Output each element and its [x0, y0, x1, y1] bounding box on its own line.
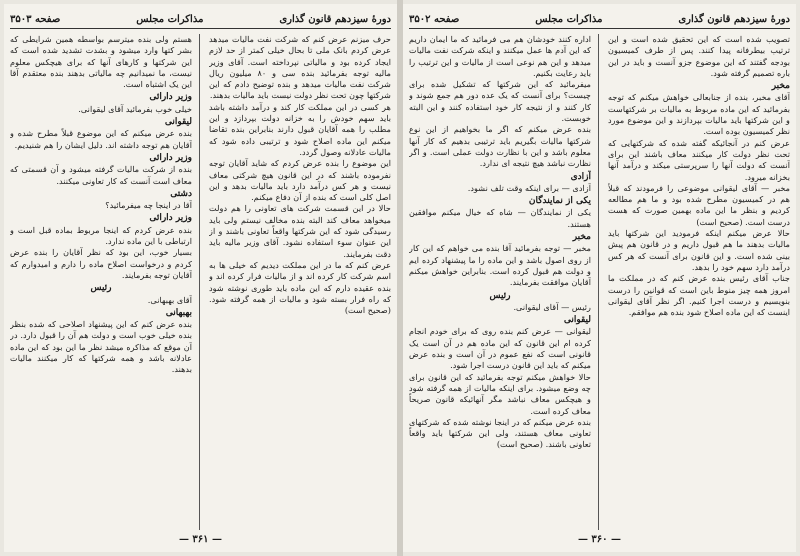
paragraph: بنده از شرکت مالیات گرفته میشود و آن قسمتی که معاف است آنست که کار تعاونی میکنند. [10, 164, 192, 186]
paragraph: آقا در اینجا چه میفرمائید؟ [105, 200, 192, 211]
paragraph: میفرمائید که این شرکتها که تشکیل شده برای چیست؟ برای آنست که یک عده دور هم جمع شوند و کار کنند و از نتیجه کار خود استفاده کنند و این البته خوبست. [409, 79, 591, 124]
paragraph: عرض کنم در آنجائیکه گفته شده که شرکتهایی که تحت نظر دولت کار میکنند معاف باشند این برای آنست که دولت آنها را سرپرستی میکند و درآمد آنها بخزانه میرود. [608, 137, 790, 182]
speaker-tag: مخبر [572, 232, 591, 243]
paragraph: مخبر — آقای لیقوانی موضوعی را فرمودند که قبلاً هم در کمیسیون مطرح شده بود و ما هم مطالعه کردیم و بنظر ما این ماده بهمین صورت که هست درست است. (صحیح است) [608, 182, 790, 227]
paragraph: این موضوع را بنده عرض کردم که شاید آقایان توجه نفرموده باشند که در این قانون هیچ شرکتی معاف نیست و هر کس درآمد دارد باید مالیات بدهد و این اصل کلی است که بنده از آن دفاع میکنم. [209, 158, 391, 203]
paragraph: آقای مخبر، بنده از جنابعالی خواهش میکنم که توجه بفرمائید که این ماده مربوط به مالیات بر شرکتهاست و این شرکتها باید مالیات بپردازند و این موضوع مورد نظر کمیسیون بوده است. [608, 92, 790, 137]
speaker-tag: لیقوانی [563, 315, 591, 326]
paragraph: بسیار خوب، این بود که نظر آقایان را بنده عرض کردم و درخواست اصلاح ماده را دارم و امیدوارم که آقایان توجه بفرمایند. [10, 247, 192, 280]
left-page-header [10, 10, 391, 29]
paragraph: رئیس — آقای لیقوانی. [513, 301, 591, 312]
speaker-tag: وزیر دارائی [149, 152, 192, 163]
paragraph: آزادی — برای اینکه وقت تلف نشود. [467, 182, 591, 193]
right-header-page-number: صفحه ۳۵۰۲ [409, 13, 460, 25]
left-page-footer: — ۳۶۱ — [178, 534, 223, 545]
right-page-right-column [608, 34, 790, 530]
speaker-tag: یکی از نمایندگان [528, 196, 591, 207]
paragraph: حرف میزنم عرض کنم که شرکت نفت مالیات میدهد عرض کردم بانک ملی تا بحال خیلی کمتر از حد لازم ایجاد کرده بود و مالیاتی نپرداخته است. آقای وزیر مالیه توجه بفرمائید بنده سی و ۸۰ میلیون ریال شرکت نفت مالیات میدهد و بنده توضیح دادم که این شرکتها چون تحت نظر دولت نیست باید مالیات بدهند. [209, 34, 391, 101]
paragraph: عرض کنم که ما در این مملکت دیدیم که خیلی ها به اسم شرکت کار کرده اند و از مالیات فرار کرده اند و بنده عقیده دارم که این ماده باید طوری نوشته شود که راه فرار بسته شود و مالیات از همه گرفته شود. (صحیح است) [209, 259, 391, 316]
left-page-columns [10, 34, 391, 530]
paragraph: اداره کنند خودشان هم می فرمائید که ما ایمان داریم که این آدم ها عمل میکنند و اینکه شرکت نفت مالیات میدهد و این هم نوعی است از مالیات و این ترتیب را باید رعایت بکنیم. [409, 34, 591, 78]
right-header-session: دورهٔ سیزدهم قانون گذاری [678, 13, 790, 25]
paragraph: بنده عرض میکنم که در اینجا نوشته شده که شرکتهای تعاونی معاف هستند، ولی این شرکتها باید واقعاً تعاونی باشند. (صحیح است) [409, 416, 591, 450]
column-divider [199, 34, 200, 530]
paragraph: تصویب شده است که این تحقیق شده است و این ترتیب بیطرفانه پیدا کنند. پس از طرف کمیسیون بودجه گفتند که این موضوع جزو آنست و باید در این باره تصمیم گرفته شود. [608, 34, 790, 78]
speaker-tag: آزادی [570, 171, 591, 182]
speaker-tag: وزیر دارائی [149, 92, 192, 103]
paragraph: حالا عرض میکنم اینکه فرمودید این شرکتها باید مالیات بدهند ما هم قبول داریم و در قانون هم پیش بینی شده است. و این قانون برای آنست که هر کس درآمد دارد سهم خود را بدهد. [608, 228, 790, 272]
right-page-columns [409, 34, 790, 530]
speaker-tag: رئیس [489, 290, 511, 301]
left-page-left-column [10, 34, 192, 530]
paragraph: آقای بهبهانی. [147, 294, 192, 305]
right-page-footer: — ۳۶۰ — [577, 534, 622, 545]
left-header-title: مذاکرات مجلس [136, 13, 204, 25]
left-header-session: دورهٔ سیزدهم قانون گذاری [279, 13, 391, 25]
speaker-tag: بهبهانی [165, 307, 192, 318]
right-page [403, 4, 796, 552]
paragraph: جناب آقای رئیس بنده عرض کنم که در مملکت ما امروز همه چیز منوط باین است که قوانین را درست بنویسیم و درست اجرا کنیم. اگر نظر آقای لیقوانی اینست که این ماده اصلاح شود بنده هم موافقم. [608, 273, 790, 318]
paragraph: بنده عرض میکنم که این موضوع قبلاً مطرح شده و آقایان هم توجه داشته اند. دلیل ایشان را هم شنیدیم. [10, 128, 192, 150]
paragraph: یکی از نمایندگان — شاه که خیال میکنم موافقین هستند. [409, 207, 591, 229]
left-page [4, 4, 397, 552]
right-page-left-column [409, 34, 591, 530]
right-header-title: مذاکرات مجلس [535, 13, 603, 25]
paragraph: هستم ولی بنده میترسم بواسطه همین شرایطی که بشر کتها وارد میشود و بشدت تشدید شده است که این شرکتها و کارهای آنها که برای هیچکس معلوم نیست، ما نمیدانیم چه مالیاتی بدهند بنده معتقدم آقا این یک اشتباه است. [10, 34, 192, 90]
paragraph: مخبر — توجه بفرمائید آقا بنده می خواهم که این کار از روی اصول باشد و این ماده را ما پیشنهاد کرده ایم و دولت هم قبول کرده است. بنابراین خواهش میکنم آقایان موافقت بفرمایند. [409, 243, 591, 288]
speaker-tag: دشتی [170, 188, 192, 199]
speaker-tag: رئیس [90, 283, 112, 294]
speaker-tag: مخبر [771, 81, 790, 92]
speaker-tag: لیقوانی [164, 117, 192, 128]
paragraph: هر کسی در این مملکت کار کند و درآمد داشته باشد باید سهم خودش را به خزانه دولت بپردازد و این مطلب را همه آقایان قبول دارند بنابراین بنده تقاضا میکنم این ماده اصلاح شود و ترتیبی داده شود که مالیات عادلانه وصول گردد. [209, 101, 391, 157]
paragraph: بنده عرض کنم که این پیشنهاد اصلاحی که شده بنظر بنده خیلی خوب است و دولت هم آن را قبول دارد. در آن موقع که مذاکره میشد نظر ما این بود که این ماده عادلانه باشد و همه شرکتها که کار میکنند مالیات بدهند. [10, 319, 192, 375]
paragraph: حالا در این قسمت شرکت های تعاونی را هم دولت میخواهد معاف کند البته بنده مخالف نیستم ولی باید رسیدگی شود که این شرکتها واقعاً تعاونی باشند و از این عنوان سوء استفاده نشود. آقای وزیر مالیه باید دقت بفرمایند. [209, 203, 391, 259]
left-header-page-number: صفحه ۳۵۰۳ [10, 13, 61, 25]
paragraph: خیلی خوب بفرمائید آقای لیقوانی. [78, 103, 192, 114]
speaker-tag: وزیر دارائی [149, 213, 192, 224]
paragraph: بنده عرض میکنم که اگر ما بخواهیم از این نوع شرکتها مالیات بگیریم باید ترتیبی بدهیم که کار آنها معلوم باشد و این با نظارت دولت عملی است. و اگر نظارت نباشد هیچ نتیجه ای ندارد. [409, 124, 591, 169]
paragraph: لیقوانی — عرض کنم بنده روی که برای خودم انجام کرده ام این قانون که این ماده هم در آن است یک قانونی است که نفع عموم در آن است و بنده عرض میکنم که باید این قانون درست اجرا شود. [409, 326, 591, 371]
left-page-right-column [209, 34, 391, 530]
paragraph: بنده عرض کردم که اینجا مربوط بماده قبل است و ارتباطی با این ماده ندارد. [10, 224, 192, 247]
paragraph: حالا خواهش میکنم توجه بفرمائید که این قانون برای چه وضع میشود. برای اینکه مالیات از همه گرفته شود و هیچکس معاف نباشد مگر آنهائیکه قانون صریحاً معاف کرده است. [409, 371, 591, 416]
right-page-header [409, 10, 790, 29]
column-divider [598, 34, 599, 530]
